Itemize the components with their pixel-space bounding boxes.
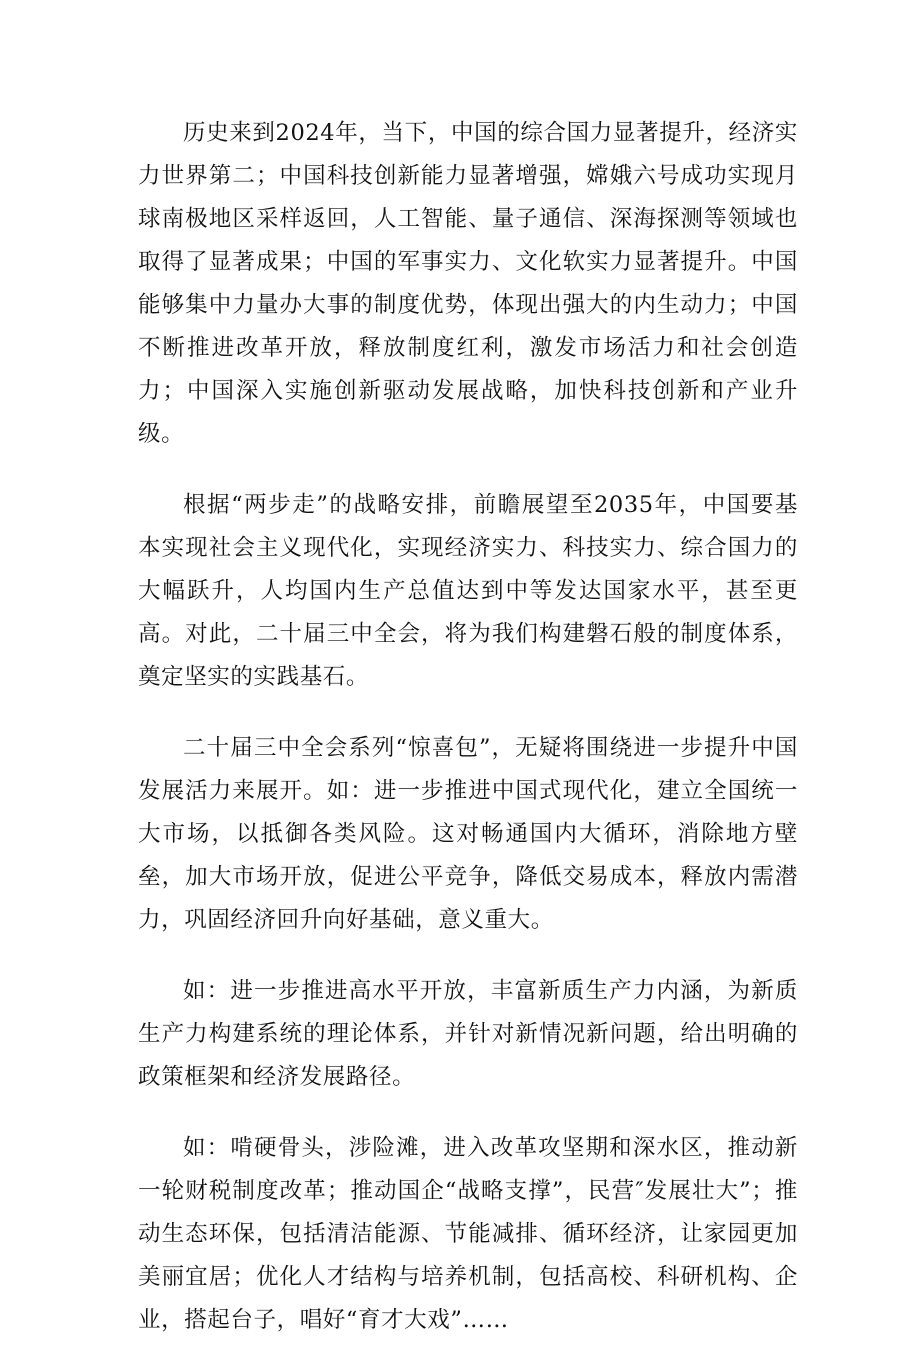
document-body — [138, 112, 798, 1370]
paragraph-1: 历史来到2024年，当下，中国的综合国力显著提升，经济实力世界第二；中国科技创新能力显著增强，嫦娥六号成功实现月球南极地区采样返回，人工智能、量子通信、深海探测等领域也取得了显著成果；中国的军事实力、文化软实力显著提升。中国能够集中力量办大事的制度优势，体现出强大的内生动力；中国不断推进改革开放，释放制度红利，激发市场活力和社会创造力；中国深入实施创新驱动发展战略，加快科技创新和产业升级。 — [138, 120, 798, 447]
paragraph-3: 二十届三中全会系列“惊喜包”，无疑将围绕进一步提升中国发展活力来展开。如：进一步推进中国式现代化，建立全国统一大市场，以抵御各类风险。这对畅通国内大循环，消除地方壁垒，加大市场开放，促进公平竞争，降低交易成本，释放内需潜力，巩固经济回升向好基础，意义重大。 — [138, 735, 798, 933]
paragraph-2: 根据“两步走”的战略安排，前瞻展望至2035年，中国要基本实现社会主义现代化，实现经济实力、科技实力、综合国力的大幅跃升，人均国内生产总值达到中等发达国家水平，甚至更高。对此，二十届三中全会，将为我们构建磐石般的制度体系，奠定坚实的实践基石。 — [138, 492, 798, 690]
paragraph-5: 如：啃硬骨头，涉险滩，进入改革攻坚期和深水区，推动新一轮财税制度改革；推动国企“战略支撑”，民营″发展壮大”；推动生态环保，包括清洁能源、节能减排、循环经济，让家园更加美丽宜居；优化人才结构与培养机制，包括高校、科研机构、企业，搭起台子，唱好“育才大戏”…… — [138, 1135, 798, 1333]
paragraph-4: 如：进一步推进高水平开放，丰富新质生产力内涵，为新质生产力构建系统的理论体系，并针对新情况新问题，给出明确的政策框架和经济发展路径。 — [138, 978, 798, 1090]
